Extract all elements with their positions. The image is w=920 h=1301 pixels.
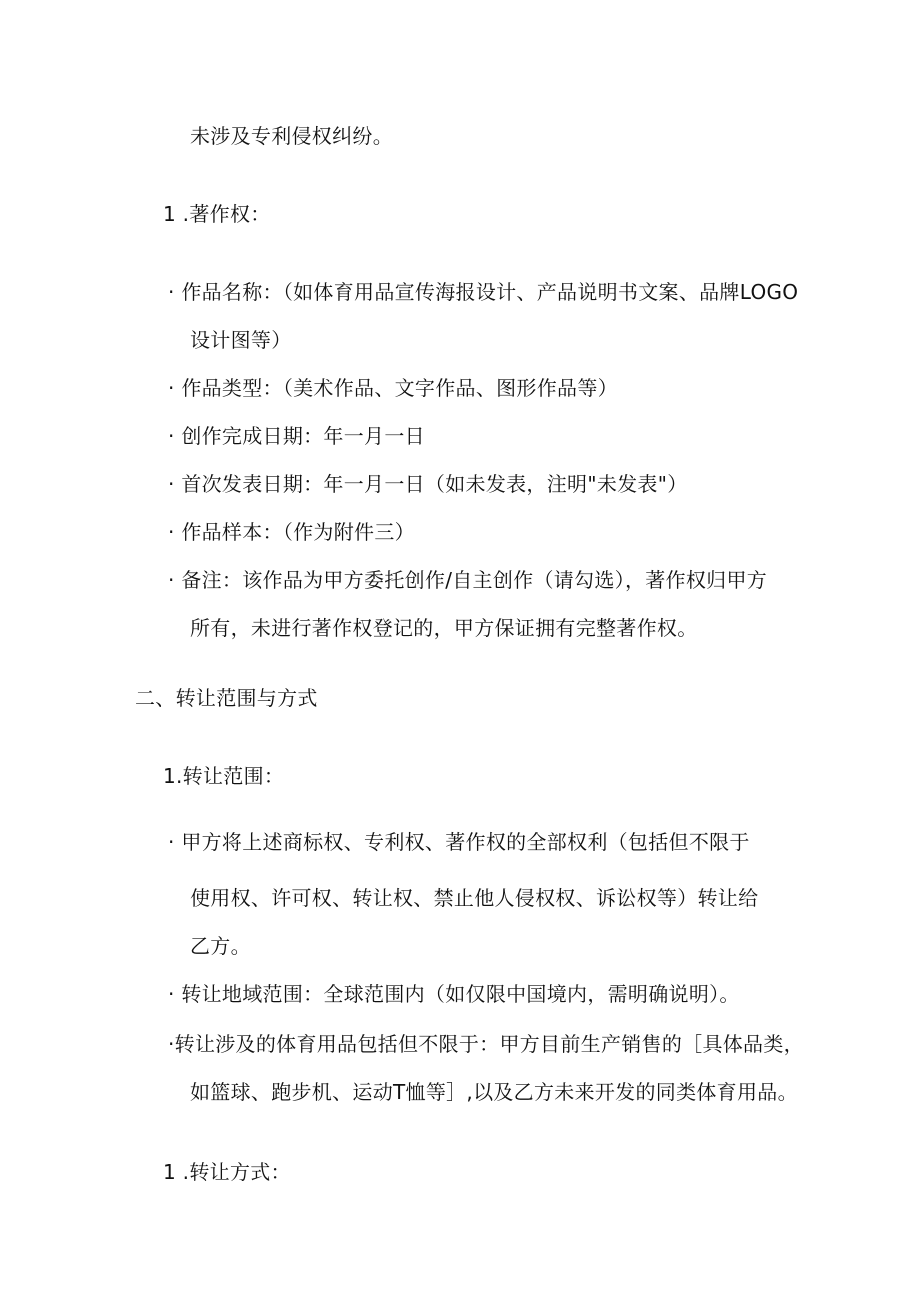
paragraph-line: 设计图等）	[190, 328, 292, 352]
list-item: · 作品类型：（美术作品、文字作品、图形作品等）	[168, 376, 618, 400]
list-item: · 创作完成日期：年一月一日	[168, 424, 425, 448]
section-heading: 1.转让范围：	[163, 764, 285, 788]
paragraph-line: 乙方。	[190, 934, 251, 958]
paragraph-line: 如篮球、跑步机、运动T恤等］,以及乙方未来开发的同类体育用品。	[190, 1080, 798, 1104]
list-item: · 作品样本：（作为附件三）	[168, 520, 415, 544]
section-heading: 1 .转让方式：	[163, 1160, 291, 1184]
list-item: · 作品名称：（如体育用品宣传海报设计、产品说明书文案、品牌LOGO	[168, 280, 799, 304]
section-heading: 1 .著作权：	[163, 202, 271, 226]
paragraph-line: 未涉及专利侵权纠纷。	[190, 124, 393, 148]
section-title: 二、转让范围与方式	[135, 686, 318, 710]
list-item: ·转让涉及的体育用品包括但不限于：甲方目前生产销售的［具体品类，	[168, 1032, 804, 1056]
list-item: · 首次发表日期：年一月一日（如未发表，注明"未发表"）	[168, 472, 688, 496]
list-item: · 备注：该作品为甲方委托创作/自主创作（请勾选），著作权归甲方	[168, 568, 768, 592]
paragraph-line: 使用权、许可权、转让权、禁止他人侵权权、诉讼权等）转让给	[190, 886, 759, 910]
list-item: · 转让地域范围：全球范围内（如仅限中国境内，需明确说明）。	[168, 982, 740, 1006]
list-item: · 甲方将上述商标权、专利权、著作权的全部权利（包括但不限于	[168, 830, 750, 854]
paragraph-line: 所有，未进行著作权登记的，甲方保证拥有完整著作权。	[190, 616, 698, 640]
